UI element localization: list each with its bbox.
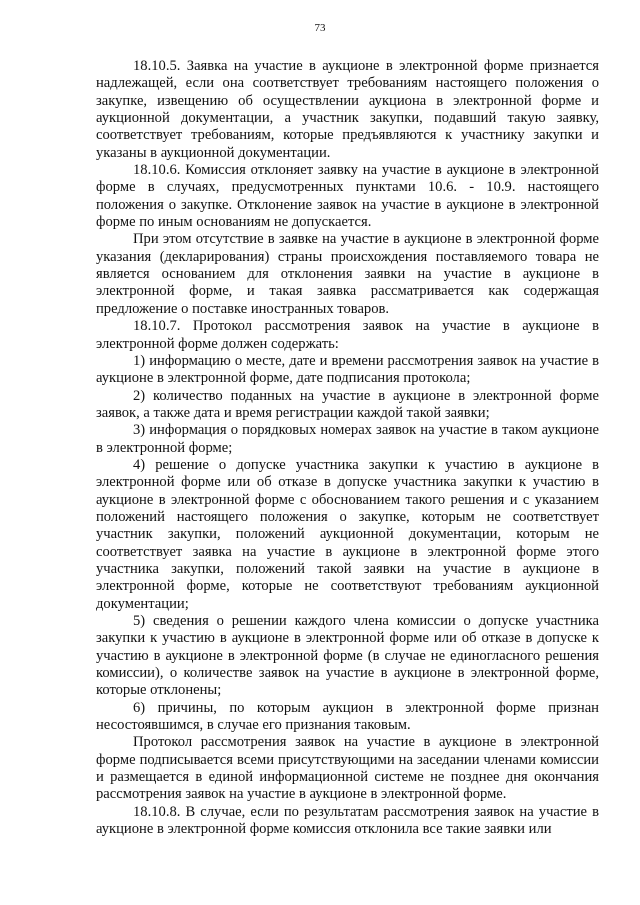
list-item-5: 5) сведения о решении каждого члена комиссии о допуске участника закупки к участию в аукционе в электронной форме или об отказе в допуске к участию в аукционе в электронной форме (в случае не единогласного решения комиссии), о количестве заявок на участие в аукционе в электронной форме, которые отклонены; bbox=[96, 613, 599, 699]
list-item-2: 2) количество поданных на участие в аукционе в электронной форме заявок, а также дата и время регистрации каждой такой заявки; bbox=[96, 387, 599, 421]
paragraph-protocol-signing: Протокол рассмотрения заявок на участие в аукционе в электронной форме подписывается всеми присутствующими на заседании членами комиссии и размещается в единой информационной системе не позднее дня окончания рассмотрения заявок на участие в аукционе в электронной форме. bbox=[96, 734, 599, 803]
paragraph-18-10-7: 18.10.7. Протокол рассмотрения заявок на участие в аукционе в электронной форме должен содержать: bbox=[96, 318, 599, 352]
paragraph-18-10-5: 18.10.5. Заявка на участие в аукционе в электронной форме признается надлежащей, если она соответствует требованиям настоящего положения о закупке, извещению об осуществлении аукциона в электронной форме и аукционной документации, а участник закупки, подавший такую заявку, соответствует требованиям, которые предъявляются к участнику закупки и указаны в аукционной документации. bbox=[96, 58, 599, 161]
list-item-3: 3) информация о порядковых номерах заявок на участие в таком аукционе в электронной форме; bbox=[96, 422, 599, 456]
document-body bbox=[96, 58, 599, 838]
list-item-1: 1) информацию о месте, дате и времени рассмотрения заявок на участие в аукционе в электронной форме, дате подписания протокола; bbox=[96, 352, 599, 387]
page-number: 73 bbox=[314, 22, 326, 34]
paragraph-18-10-6: 18.10.6. Комиссия отклоняет заявку на участие в аукционе в электронной форме в случаях, предусмотренных пунктами 10.6. - 10.9. настоящего положения о закупке. Отклонение заявок на участие в аукционе в электронной форме по иным основаниям не допускается. bbox=[96, 162, 599, 231]
list-item-4: 4) решение о допуске участника закупки к участию в аукционе в электронной форме или об отказе в допуске участника закупки к участию в аукционе в электронной форме с обоснованием такого решения и с указанием положений настоящего положения о закупке, которым не соответствует участник закупки, положений аукционной документации, которым не соответствует заявка на участие в аукционе в электронной форме этого участника закупки, положений такой заявки на участие в аукционе в электронной форме, которые не соответствуют требованиям аукционной документации; bbox=[96, 456, 599, 612]
list-item-6: 6) причины, по которым аукцион в электронной форме признан несостоявшимся, в случае его признания таковым. bbox=[96, 699, 599, 734]
paragraph-origin-declaration: При этом отсутствие в заявке на участие в аукционе в электронной форме указания (декларирования) страны происхождения поставляемого товара не является основанием для отклонения заявки на участие в аукционе в электронной форме, и такая заявка рассматривается как содержащая предложение о поставке иностранных товаров. bbox=[96, 231, 599, 317]
paragraph-18-10-8: 18.10.8. В случае, если по результатам рассмотрения заявок на участие в аукционе в электронной форме комиссия отклонила все такие заявки или bbox=[96, 803, 599, 838]
